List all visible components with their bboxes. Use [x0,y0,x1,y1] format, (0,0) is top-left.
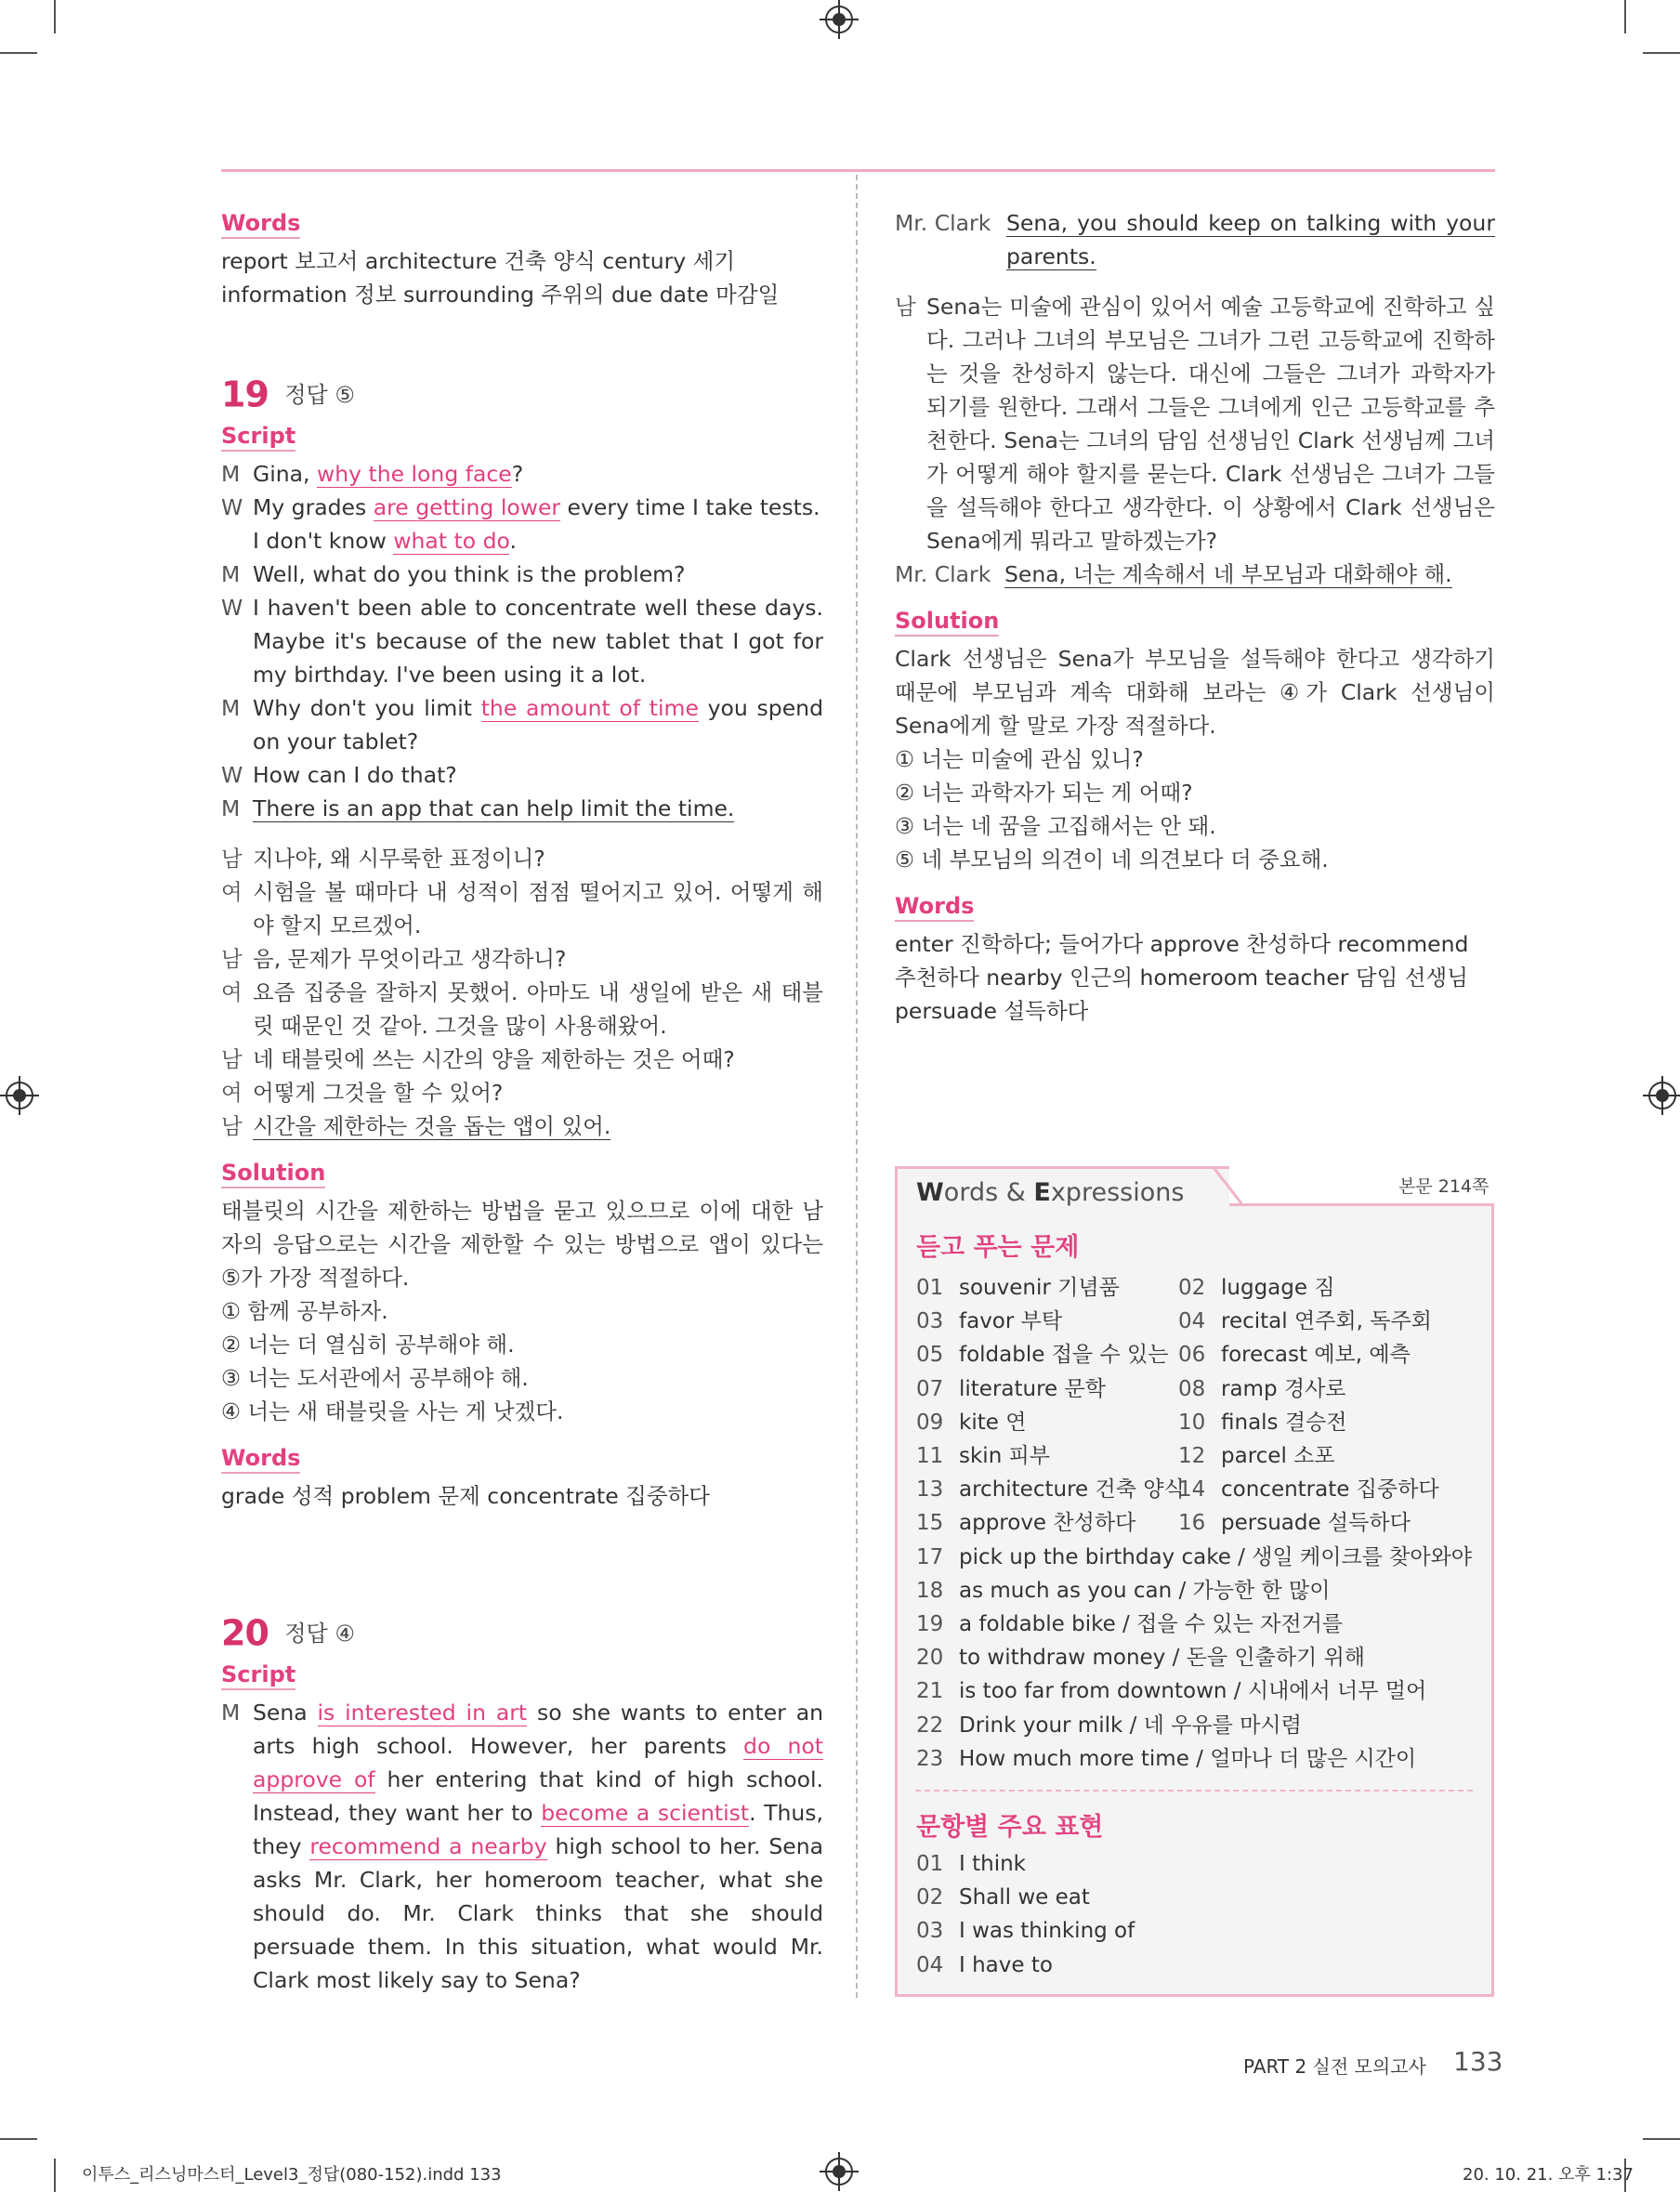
speaker: 여 [221,978,243,1005]
text: so she wants to enter an arts high school. However, her parents [253,1699,823,1759]
item-text: Drink your milk / 네 우유를 마시렴 [959,1713,1302,1738]
crop-mark [0,52,37,54]
answer-underline: 시간을 제한하는 것을 돕는 앱이 있어. [253,1112,611,1139]
text: 지나야, 왜 시무룩한 표정이니? [253,845,545,872]
page-number: 133 [1453,2046,1503,2077]
text: Gina, [253,460,317,487]
dialogue-line [221,591,823,691]
item-text: persuade 설득하다 [1221,1511,1411,1536]
text: . [509,527,517,554]
right-column [895,206,1495,1028]
box-tab-edge [1211,1166,1242,1207]
item-text: How much more time / 얼마나 더 많은 시간이 [959,1746,1417,1771]
speaker: 남 [221,945,243,972]
registration-mark-icon [1648,1082,1676,1109]
item-number: 22 [916,1713,944,1738]
box-divider [915,1790,1473,1792]
item-text: literature 문학 [959,1376,1106,1401]
vocab-item [916,1305,1062,1338]
item-text: I think [959,1852,1026,1876]
dialogue-line [221,758,823,792]
item-number: 03 [916,1919,944,1944]
speaker: 여 [221,878,243,905]
speaker: M [221,1699,241,1726]
dialogue-line [221,491,823,558]
item-number: 07 [916,1376,944,1401]
vocab-item [916,1406,1026,1439]
item-text: foldable 접을 수 있는 [959,1343,1169,1368]
vocab-item [916,1506,1135,1540]
translation-line [895,290,1495,558]
item-text: to withdraw money / 돈을 인출하기 위해 [959,1646,1366,1671]
speaker: 남 [221,1112,243,1139]
crop-mark [54,0,56,33]
speaker: W [221,761,243,788]
question-20-header [221,1612,823,1654]
option: ② 너는 과학자가 되는 게 어때? [895,780,1193,806]
title-initial: E [1033,1178,1051,1207]
highlight: are getting lower [373,493,561,520]
item-number: 02 [916,1885,944,1910]
item-number: 02 [1178,1276,1206,1300]
title-text: xpressions [1050,1178,1185,1207]
question-number: 19 [221,374,269,415]
vocab-item [916,1541,1472,1574]
item-text: architecture 건축 양식 [959,1477,1185,1503]
expression-item [916,1914,1135,1948]
section-title: 문항별 주요 표현 [916,1813,1104,1842]
registration-mark-icon [6,1082,33,1109]
text: 음, 문제가 무엇이라고 생각하니? [253,945,567,972]
item-number: 23 [916,1746,944,1771]
vocab-item [1178,1271,1335,1305]
answer-underline: Sena, you should keep on talking with your parents. [1006,210,1495,269]
text: Why don't you limit [253,694,481,721]
item-number: 13 [916,1477,944,1503]
text: ? [511,460,524,487]
expression-item [916,1847,1026,1881]
words-line: enter 진학하다; 들어가다 approve 찬성하다 recommend 추천하다 nearby 인근의 homeroom teacher 담임 선생님 persuade 설득하다 [895,931,1469,1024]
item-text: approve 찬성하다 [959,1511,1136,1536]
script-heading: Script [221,1660,295,1690]
option: ① 함께 공부하자. [221,1297,388,1324]
vocab-item [916,1641,1365,1674]
vocab-item [1178,1305,1432,1338]
answer-label: 정답 ④ [284,1620,355,1647]
option: ④ 너는 새 태블릿을 사는 게 낫겠다. [221,1398,564,1424]
translation-line [221,1076,823,1109]
speaker: M [221,560,241,587]
dialogue-line [221,558,823,591]
text: every time I take tests. [560,493,820,520]
item-number: 21 [916,1679,944,1704]
text: My grades [253,493,374,520]
speaker: 남 [221,1045,243,1072]
dialogue-line [895,206,1495,273]
option: ③ 너는 도서관에서 공부해야 해. [221,1364,529,1391]
vocab-item [916,1271,1120,1305]
question-19-header [221,374,823,415]
dialogue-line [221,691,823,758]
text: Sena [253,1699,318,1726]
speaker: Mr. Clark [895,210,991,236]
item-number: 01 [916,1276,944,1300]
registration-mark-icon [825,2158,853,2185]
vocab-item [916,1372,1106,1406]
expression-item [916,1949,1053,1982]
item-number: 09 [916,1410,944,1435]
item-number: 16 [1178,1511,1206,1536]
highlight: why the long face [316,460,512,487]
dialogue-line [221,1696,823,1997]
highlight: recommend a nearby [309,1832,547,1859]
item-number: 05 [916,1343,944,1368]
solution-heading: Solution [895,607,999,637]
text: Well, what do you think is the problem? [253,560,686,587]
item-number: 19 [916,1612,944,1636]
item-text: I was thinking of [959,1919,1135,1944]
text: 네 태블릿에 쓰는 시간의 양을 제한하는 것은 어때? [253,1045,735,1072]
file-info: 이투스_리스닝마스터_Level3_정답(080-152).indd 133 [82,2165,502,2185]
translation-line [221,842,823,875]
text: How can I do that? [253,761,457,788]
item-number: 20 [916,1646,944,1671]
vocab-item [916,1608,1343,1641]
item-text: pick up the birthday cake / 생일 케이크를 찾아와야 [959,1544,1473,1569]
item-text: favor 부탁 [959,1309,1063,1334]
item-text: souvenir 기념품 [959,1276,1120,1300]
highlight: what to do [393,527,510,554]
vocab-item [916,1574,1330,1608]
crop-mark [54,2159,56,2192]
section-title: 듣고 푸는 문제 [916,1233,1080,1262]
item-number: 08 [1178,1376,1206,1401]
question-20 [221,1612,824,1997]
text: her entering that kind of high school. Instead, they want her to [253,1765,823,1826]
script-heading: Script [221,422,295,452]
option: ② 너는 더 열심히 공부해야 해. [221,1331,515,1358]
vocab-item [916,1473,1185,1506]
item-text: Shall we eat [959,1885,1090,1910]
speaker: M [221,794,241,821]
dialogue-line [221,457,823,491]
highlight: is interested in art [317,1699,528,1726]
option: ① 너는 미술에 관심 있니? [895,746,1144,772]
speaker: W [221,493,243,520]
text: . Thus, they [253,1799,824,1859]
dialogue-line [221,792,823,825]
item-number: 01 [916,1852,944,1876]
words-line: grade 성적 problem 문제 concentrate 집중하다 [221,1482,710,1509]
highlight: the amount of time [480,694,699,721]
item-number: 04 [1178,1309,1206,1334]
option: ⑤ 네 부모님의 의견이 네 의견보다 더 중요해. [895,847,1329,873]
question-number: 20 [221,1612,269,1654]
crop-mark [1643,52,1680,54]
vocab-item [916,1674,1426,1708]
words-heading: Words [221,1444,300,1474]
expression-item [916,1881,1090,1914]
crop-mark [1624,0,1626,33]
text: I haven't been able to concentrate well these days. Maybe it's because of the new tablet that I got for my birthday. I've been using it a lot. [253,594,823,688]
left-column [221,206,823,1513]
vocab-item [1178,1372,1346,1406]
solution-text: Clark 선생님은 Sena가 부모님을 설득해야 한다고 생각하기 때문에 부모님과 계속 대화해 보라는 ④가 Clark 선생님이 Sena에게 할 말로 가장 적절하다. [895,646,1495,739]
translation-line [221,1043,823,1076]
registration-mark-icon [825,6,853,33]
vocab-item [916,1439,1050,1473]
vocab-item [1178,1473,1439,1506]
item-text: luggage 짐 [1221,1276,1335,1300]
page-reference: 본문 214쪽 [1398,1176,1490,1197]
vocab-item [1178,1406,1347,1439]
vocab-item [1178,1338,1411,1372]
words-line: information 정보 surrounding 주위의 due date 마감일 [221,282,780,308]
highlight: become a scientist [541,1799,750,1826]
item-text: skin 피부 [959,1444,1051,1468]
title-text: ords & [943,1178,1034,1207]
translation-line [221,875,823,942]
item-text: a foldable bike / 접을 수 있는 자전거를 [959,1612,1344,1636]
speaker: 여 [221,1079,243,1106]
item-number: 14 [1178,1477,1206,1503]
item-text: concentrate 집중하다 [1221,1477,1439,1503]
column-divider [856,175,858,1998]
text: 요즘 집중을 잘하지 못했어. 아마도 내 생일에 받은 새 태블릿 때문인 것 같아. 그것을 많이 사용해왔어. [253,978,823,1039]
item-number: 06 [1178,1343,1206,1368]
item-text: recital 연주회, 독주회 [1221,1309,1432,1334]
part-label: PART 2 실전 모의고사 [1243,2055,1426,2078]
top-rule [221,169,1495,172]
speaker: W [221,594,243,621]
speaker: 남 [221,845,243,872]
words-heading: Words [895,892,974,922]
item-text: forecast 예보, 예측 [1221,1343,1411,1368]
speaker: Mr. Clark [895,561,991,587]
translation-line [221,976,823,1043]
crop-mark [0,2138,37,2140]
item-number: 12 [1178,1444,1206,1468]
text: 어떻게 그것을 할 수 있어? [253,1079,504,1106]
item-number: 15 [916,1511,944,1536]
answer-underline: There is an app that can help limit the time. [253,794,735,821]
speaker: M [221,694,241,721]
solution-heading: Solution [221,1159,325,1188]
item-text: I have to [959,1952,1053,1977]
highlight: do not approve of [253,1732,823,1792]
vocab-item [916,1709,1302,1742]
words-line: report 보고서 architecture 건축 양식 century 세기 [221,248,736,274]
vocab-item [1178,1506,1411,1540]
box-title [916,1178,1184,1207]
text: you spend on your tablet? [253,694,823,755]
item-text: kite 연 [959,1410,1027,1435]
item-number: 18 [916,1578,944,1603]
translation-line [895,558,1495,591]
translation-line [221,942,823,976]
item-number: 03 [916,1309,944,1334]
item-number: 10 [1178,1410,1206,1435]
item-text: is too far from downtown / 시내에서 너무 멀어 [959,1679,1427,1704]
item-text: ramp 경사로 [1221,1376,1346,1401]
vocab-item [1178,1439,1335,1473]
text: high school to her. Sena asks Mr. Clark, her homeroom teacher, what she should do. Mr. Clark thinks that she should persuade them. In this situation, what would Mr. Clark most likely say to Sena? [253,1832,823,1993]
text: Sena는 미술에 관심이 있어서 예술 고등학교에 진학하고 싶다. 그러나 그녀의 부모님은 그녀가 그런 고등학교에 진학하는 것을 찬성하지 않는다. 대신에 그들은 그녀가 과학자가 되기를 원한다. 그래서 그들은 그녀에게 인근 고등학교를 추천한다. Sena는 그녀의 담임 선생님인 Clark 선생님께 그녀가 어떻게 해야 할지를 묻는다. Clark 선생님은 그녀가 그들을 설득해야 한다고 생각한다. 이 상황에서 Clark 선생님은 Sena에게 뭐라고 말하겠는가? [926,294,1495,554]
item-number: 04 [916,1952,944,1977]
item-text: as much as you can / 가능한 한 많이 [959,1578,1331,1603]
solution-text: 태블릿의 시간을 제한하는 방법을 묻고 있으므로 이에 대한 남자의 응답으로는 시간을 제한할 수 있는 방법으로 앱이 있다는 ⑤가 가장 적절하다. [221,1197,823,1291]
words-heading: Words [221,209,300,239]
answer-underline: Sena, 너는 계속해서 네 부모님과 대화해야 해. [1004,561,1452,587]
print-date: 20. 10. 21. 오후 1:37 [1463,2165,1634,2185]
speaker: M [221,460,241,487]
speaker: 남 [895,294,916,320]
item-number: 11 [916,1444,944,1468]
translation-line [221,1109,823,1143]
item-text: parcel 소포 [1221,1444,1335,1468]
item-number: 17 [916,1544,944,1569]
text: I don't know [253,527,394,554]
vocab-item [916,1742,1416,1776]
vocab-item [916,1338,1168,1372]
answer-label: 정답 ⑤ [284,381,355,408]
item-text: finals 결승전 [1221,1410,1347,1435]
text: 시험을 볼 때마다 내 성적이 점점 떨어지고 있어. 어떻게 해야 할지 모르겠어. [253,878,823,938]
title-initial: W [916,1178,944,1207]
option: ③ 너는 네 꿈을 고집해서는 안 돼. [895,813,1216,839]
crop-mark [1643,2138,1680,2140]
